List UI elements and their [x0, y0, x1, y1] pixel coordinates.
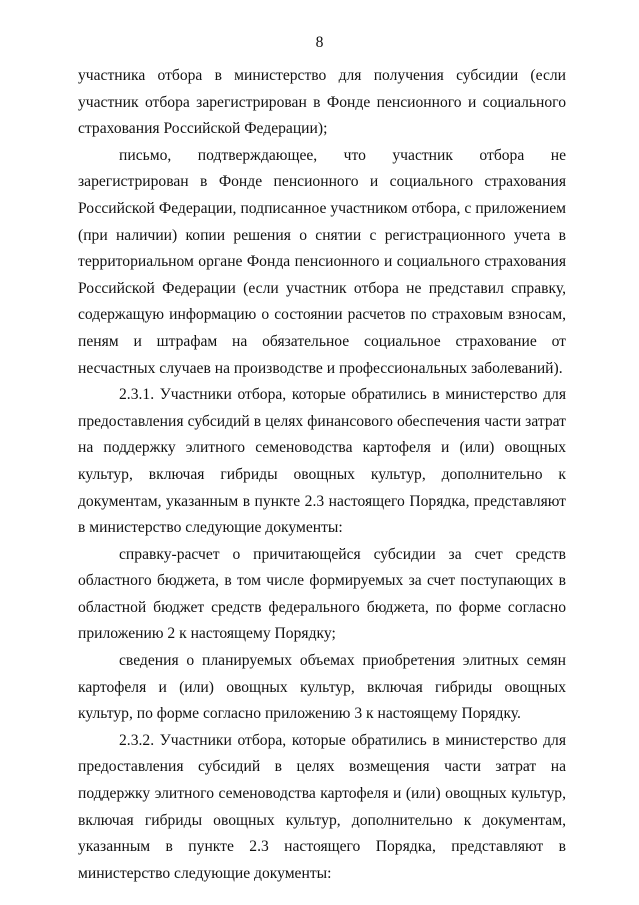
paragraph-letter-confirmation: письмо, подтверждающее, что участник отбора не зарегистрирован в Фонде пенсионного и социального страхования Российской Федерации, подписанное участником отбора, с приложением (при наличии) копии решения о снятии с регистрационного учета в территориальном органе Фонда пенсионного и социального страхования Российской Федерации (если участник отбора не представил справку, содержащую информацию о состоянии расчетов по страховым взносам, пеням и штрафам на обязательное социальное страхование от несчастных случаев на производстве и профессиональных заболеваний). — [78, 146, 566, 377]
page-number: 8 — [315, 34, 324, 51]
paragraph-continuation: участника отбора в министерство для получения субсидии (если участник отбора зарегистрирован в Фонде пенсионного и социального страхования Российской Федерации); — [78, 67, 566, 138]
paragraph-planned-volumes: сведения о планируемых объемах приобретения элитных семян картофеля и (или) овощных культур, включая гибриды овощных культур, по форме согласно приложению 3 к настоящему Порядку. — [78, 652, 566, 723]
paragraph-subsidy-calculation: справку-расчет о причитающейся субсидии за счет средств областного бюджета, в том числе формируемых за счет поступающих в областной бюджет средств федерального бюджета, по форме согласно приложению 2 к настоящему Порядку; — [78, 545, 566, 643]
paragraph-2-3-2: 2.3.2. Участники отбора, которые обратились в министерство для предоставления субсидий в целях возмещения части затрат на поддержку элитного семеноводства картофеля и (или) овощных культур, включая гибриды овощных культур, дополнительно к документам, указанным в пункте 2.3 настоящего Порядка, представляют в министерство следующие документы: — [78, 731, 566, 882]
document-body — [78, 63, 566, 887]
paragraph-2-3-1: 2.3.1. Участники отбора, которые обратились в министерство для предоставления субсидий в целях финансового обеспечения части затрат на поддержку элитного семеноводства картофеля и (или) овощных культур, включая гибриды овощных культур, дополнительно к документам, указанным в пункте 2.3 настоящего Порядка, представляют в министерство следующие документы: — [78, 386, 566, 537]
